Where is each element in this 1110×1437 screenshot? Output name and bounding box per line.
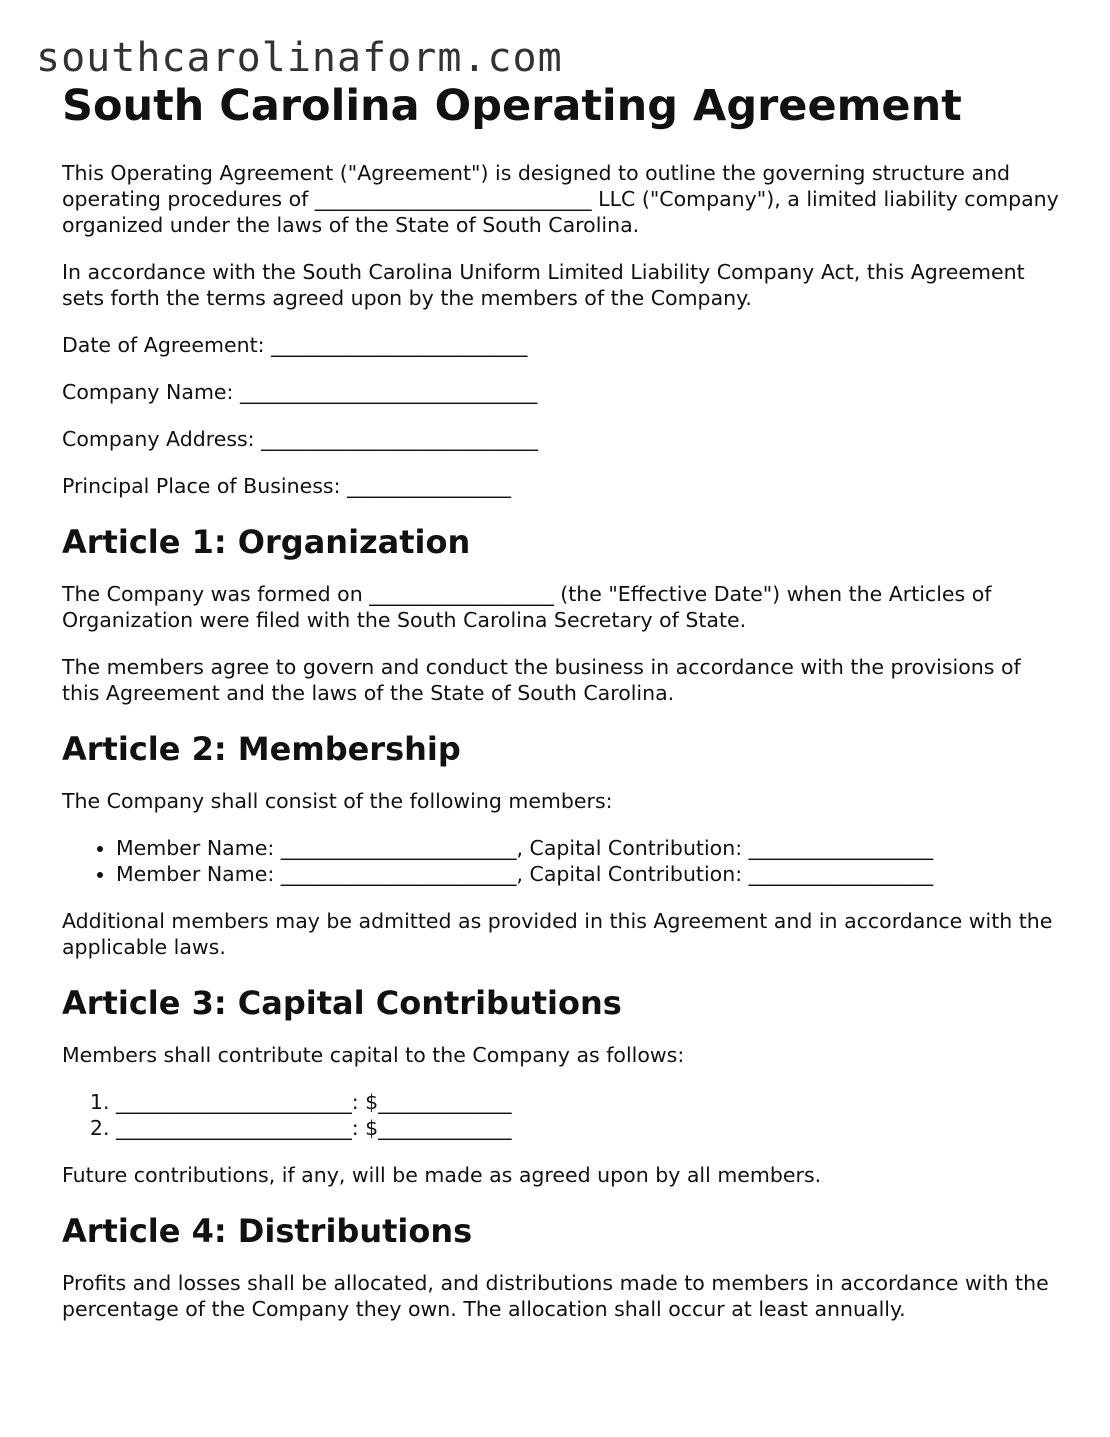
article-4-heading: Article 4: Distributions — [62, 1212, 473, 1250]
member-entry-2: • Member Name: _______________________, Capital Contribution: __________________ — [116, 861, 1062, 887]
field-company-address: Company Address: ___________________________ — [62, 427, 538, 451]
article-2-lead: The Company shall consist of the following members: — [62, 789, 613, 813]
article-1-paragraph-2: The members agree to govern and conduct the business in accordance with the provisions of this Agreement and the laws of the State of South Carolina. — [62, 655, 1021, 705]
contribution-list — [62, 1089, 1062, 1141]
article-3-closing: Future contributions, if any, will be made as agreed upon by all members. — [62, 1163, 822, 1187]
member-list — [62, 835, 1062, 887]
article-3-lead: Members shall contribute capital to the Company as follows: — [62, 1043, 685, 1067]
article-4-paragraph-1: Profits and losses shall be allocated, and distributions made to members in accordance with the percentage of the Company they own. The allocation shall occur at least annually. — [62, 1271, 1049, 1321]
article-2-closing: Additional members may be admitted as provided in this Agreement and in accordance with the applicable laws. — [62, 909, 1053, 959]
site-watermark: southcarolinaform.com — [36, 35, 563, 81]
document-page — [62, 78, 1062, 1322]
field-date-of-agreement: Date of Agreement: _________________________ — [62, 333, 528, 357]
field-company-name: Company Name: _____________________________ — [62, 380, 538, 404]
article-3-heading: Article 3: Capital Contributions — [62, 984, 622, 1022]
member-entry-1: • Member Name: _______________________, Capital Contribution: __________________ — [116, 835, 1062, 861]
article-1-paragraph-1: The Company was formed on __________________ (the "Effective Date") when the Articles of Organization were filed with the South Carolina Secretary of State. — [62, 582, 992, 632]
article-2-heading: Article 2: Membership — [62, 730, 461, 768]
article-1-heading: Article 1: Organization — [62, 523, 471, 561]
contribution-entry-1: 1. _______________________: $_____________ — [116, 1089, 1062, 1115]
contribution-entry-2: 2. _______________________: $_____________ — [116, 1115, 1062, 1141]
document-title: South Carolina Operating Agreement — [62, 81, 962, 131]
intro-paragraph-1: This Operating Agreement ("Agreement") is designed to outline the governing structure and operating procedures of ___________________________ LLC ("Company"), a limited liability company organized under the laws of the State of South Carolina. — [62, 161, 1059, 237]
field-principal-place: Principal Place of Business: ________________ — [62, 474, 511, 498]
intro-paragraph-2: In accordance with the South Carolina Uniform Limited Liability Company Act, this Agreement sets forth the terms agreed upon by the members of the Company. — [62, 260, 1025, 310]
